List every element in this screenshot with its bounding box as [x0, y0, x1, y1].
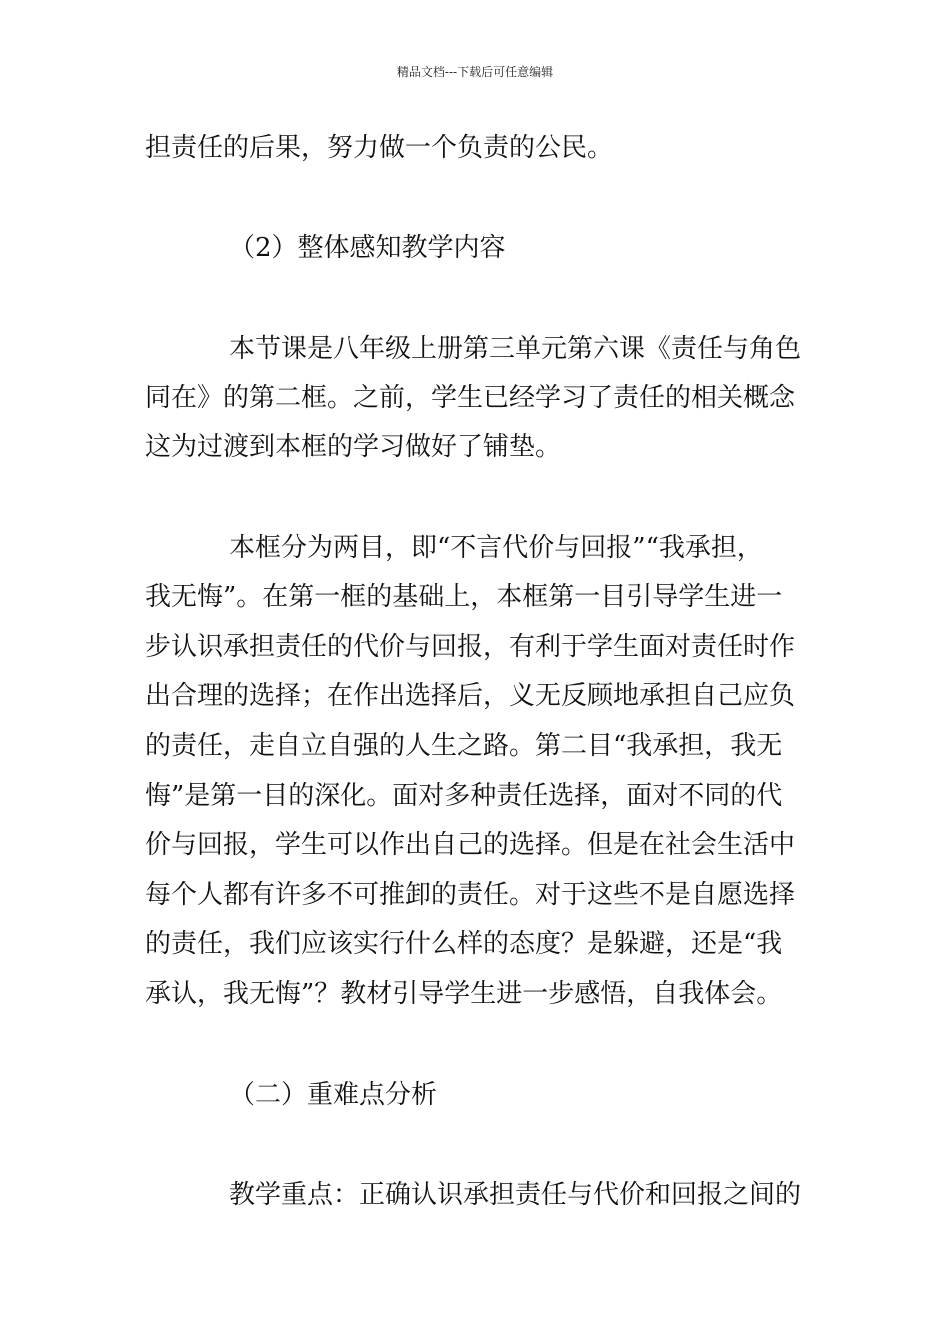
paragraph-line: 本节课是八年级上册第三单元第六课《责任与角色: [229, 334, 802, 364]
paragraph-line: 我无悔”。在第一框的基础上，本框第一目引导学生进一: [145, 582, 783, 612]
paragraph-line: 本框分为两目，即“不言代价与回报”“我承担，: [229, 533, 763, 563]
paragraph-line: 的责任，走自立自强的人生之路。第二目“我承担，我无: [145, 731, 783, 761]
paragraph-line: 出合理的选择；在作出选择后，义无反顾地承担自己应负: [145, 681, 796, 711]
paragraph-line: 教学重点：正确认识承担责任与代价和回报之间的: [229, 1180, 802, 1210]
page-header: 精品文档---下载后可任意编辑: [396, 65, 554, 79]
section-heading: （2）整体感知教学内容: [229, 233, 506, 263]
section-heading: （二）重难点分析: [229, 1080, 438, 1110]
paragraph-line: 同在》的第二框。之前，学生已经学习了责任的相关概念: [145, 383, 796, 413]
paragraph-line: 承认，我无悔”？教材引导学生进一步感悟，自我体会。: [145, 979, 783, 1009]
paragraph-line: 价与回报，学生可以作出自己的选择。但是在社会生活中: [145, 830, 796, 860]
paragraph-line: 担责任的后果，努力做一个负责的公民。: [145, 133, 614, 163]
paragraph-line: 这为过渡到本框的学习做好了铺垫。: [145, 432, 562, 462]
paragraph-line: 步认识承担责任的代价与回报，有利于学生面对责任时作: [145, 632, 796, 662]
paragraph-line: 的责任，我们应该实行什么样的态度？是躲避，还是“我: [145, 929, 783, 959]
paragraph-line: 每个人都有许多不可推卸的责任。对于这些不是自愿选择: [145, 880, 796, 910]
paragraph-line: 悔”是第一目的深化。面对多种责任选择，面对不同的代: [145, 781, 783, 811]
